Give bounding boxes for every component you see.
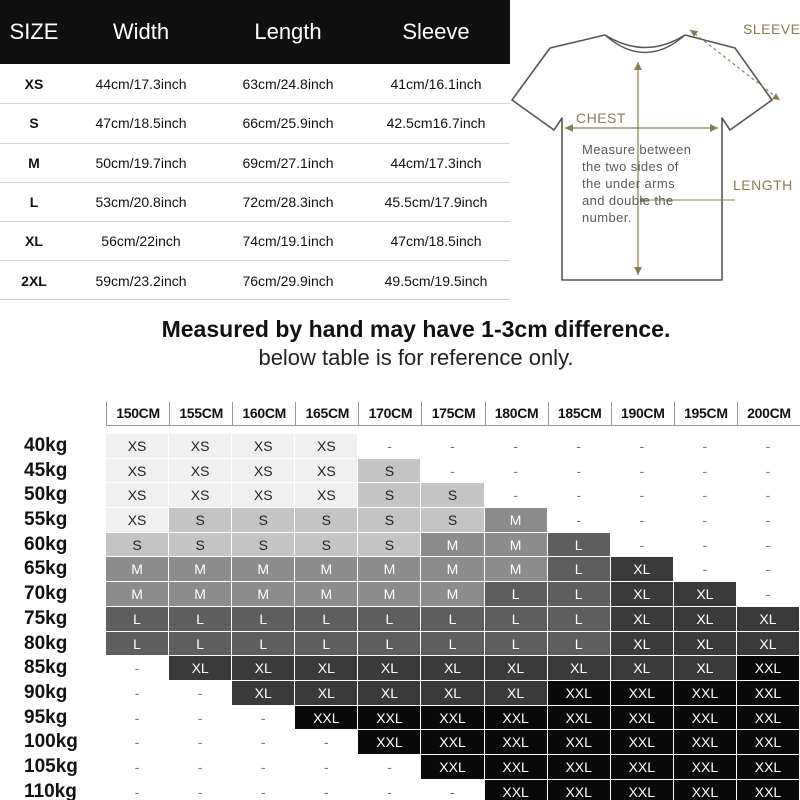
size-recommendation-cell: -: [232, 706, 295, 731]
weight-label: 55kg: [24, 509, 68, 531]
size-recommendation-cell: M: [232, 582, 295, 607]
size-recommendation-cell: XS: [295, 434, 358, 459]
size-recommendation-cell: -: [611, 434, 674, 459]
size-table-row: [0, 260, 510, 299]
size-recommendation-cell: XXL: [358, 730, 421, 755]
weight-row: [0, 459, 800, 484]
size-recommendation-cell: -: [232, 780, 295, 800]
size-recommendation-cell: -: [232, 755, 295, 780]
height-header-cell: 165CM: [295, 402, 358, 426]
size-recommendation-cell: XXL: [485, 706, 548, 731]
size-recommendation-cell: L: [548, 632, 611, 657]
weight-row: [0, 656, 800, 681]
size-recommendation-cell: XXL: [611, 730, 674, 755]
size-recommendation-cell: S: [169, 508, 232, 533]
size-recommendation-cell: XL: [611, 656, 674, 681]
weight-label: 65kg: [24, 558, 68, 580]
height-header-cell: 160CM: [232, 402, 295, 426]
size-recommendation-cell: M: [358, 557, 421, 582]
weight-label: 80kg: [24, 632, 68, 654]
size-cell: S: [29, 115, 39, 132]
width-cell: 59cm/23.2inch: [95, 272, 187, 289]
chest-label: CHEST: [576, 110, 626, 126]
size-recommendation-cell: -: [358, 780, 421, 800]
size-recommendation-cell: -: [421, 434, 484, 459]
weight-label: 60kg: [24, 533, 68, 555]
weight-label: 90kg: [24, 681, 68, 703]
size-recommendation-cell: L: [485, 582, 548, 607]
size-recommendation-cell: -: [295, 780, 358, 800]
size-recommendation-cell: M: [421, 582, 484, 607]
width-cell: 50cm/19.7inch: [95, 154, 187, 171]
size-table-row: [0, 143, 510, 182]
size-recommendation-cell: L: [485, 607, 548, 632]
sleeve-cell: 45.5cm/17.9inch: [384, 194, 488, 211]
sleeve-cell: 44cm/17.3inch: [390, 154, 482, 171]
sleeve-cell: 41cm/16.1inch: [390, 75, 482, 92]
size-recommendation-cell: L: [106, 632, 169, 657]
size-recommendation-cell: S: [358, 508, 421, 533]
weight-label: 50kg: [24, 484, 68, 506]
size-recommendation-cell: L: [548, 607, 611, 632]
size-recommendation-cell: XL: [548, 656, 611, 681]
size-recommendation-cell: XXL: [737, 706, 800, 731]
size-recommendation-cell: -: [106, 706, 169, 731]
size-recommendation-cell: -: [421, 780, 484, 800]
size-recommendation-cell: XS: [106, 459, 169, 484]
size-recommendation-cell: XXL: [611, 755, 674, 780]
size-recommendation-cell: M: [358, 582, 421, 607]
size-recommendation-cell: XS: [106, 508, 169, 533]
size-recommendation-cell: L: [421, 632, 484, 657]
sleeve-cell: 42.5cm16.7inch: [386, 115, 486, 132]
size-recommendation-cell: M: [485, 533, 548, 558]
size-recommendation-cell: S: [295, 533, 358, 558]
size-recommendation-cell: -: [106, 780, 169, 800]
size-recommendation-cell: L: [295, 632, 358, 657]
height-header-cell: 195CM: [674, 402, 737, 426]
size-recommendation-cell: XXL: [421, 755, 484, 780]
size-recommendation-cell: M: [421, 557, 484, 582]
size-recommendation-cell: -: [169, 730, 232, 755]
size-recommendation-cell: -: [737, 483, 800, 508]
size-recommendation-cell: S: [358, 459, 421, 484]
size-recommendation-cell: S: [421, 483, 484, 508]
weight-label: 85kg: [24, 657, 68, 679]
size-recommendation-cell: L: [169, 607, 232, 632]
weight-row: [0, 582, 800, 607]
length-cell: 74cm/19.1inch: [242, 233, 334, 250]
size-recommendation-cell: L: [548, 557, 611, 582]
size-recommendation-cell: S: [421, 508, 484, 533]
size-recommendation-cell: XS: [295, 483, 358, 508]
size-recommendation-cell: XXL: [611, 780, 674, 800]
weight-row: [0, 780, 800, 800]
size-recommendation-cell: XXL: [611, 681, 674, 706]
size-recommendation-cell: S: [106, 533, 169, 558]
width-cell: 56cm/22inch: [101, 233, 181, 250]
size-recommendation-cell: XS: [106, 483, 169, 508]
size-recommendation-cell: XS: [106, 434, 169, 459]
size-recommendation-cell: -: [674, 508, 737, 533]
size-recommendation-cell: XS: [169, 483, 232, 508]
size-recommendation-cell: S: [358, 533, 421, 558]
size-recommendation-cell: -: [106, 730, 169, 755]
size-cell: XL: [25, 233, 43, 250]
measurement-disclaimer: Measured by hand may have 1-3cm difference.: [161, 316, 671, 342]
size-table-header: [0, 0, 510, 64]
size-recommendation-cell: L: [421, 607, 484, 632]
size-recommendation-cell: XL: [421, 656, 484, 681]
height-header-cell: 200CM: [737, 402, 800, 426]
size-recommendation-cell: XL: [611, 582, 674, 607]
size-recommendation-cell: XXL: [548, 681, 611, 706]
size-recommendation-cell: XXL: [674, 730, 737, 755]
length-cell: 69cm/27.1inch: [242, 154, 334, 171]
size-recommendation-cell: XS: [232, 483, 295, 508]
weight-label: 100kg: [24, 731, 78, 753]
size-recommendation-cell: XXL: [421, 706, 484, 731]
weight-row: [0, 434, 800, 459]
size-recommendation-cell: -: [737, 557, 800, 582]
size-recommendation-cell: XXL: [611, 706, 674, 731]
size-cell: L: [29, 194, 39, 211]
width-cell: 44cm/17.3inch: [95, 75, 187, 92]
size-recommendation-cell: -: [485, 459, 548, 484]
measure-note-line: the two sides of: [582, 159, 679, 174]
size-recommendation-cell: M: [295, 557, 358, 582]
measure-note-line: number.: [582, 210, 632, 225]
size-recommendation-cell: XXL: [421, 730, 484, 755]
header-size: SIZE: [9, 19, 59, 44]
size-recommendation-cell: XL: [674, 582, 737, 607]
size-recommendation-cell: -: [106, 656, 169, 681]
size-recommendation-cell: -: [169, 780, 232, 800]
size-recommendation-cell: XXL: [737, 780, 800, 800]
size-recommendation-cell: XXL: [548, 730, 611, 755]
size-recommendation-cell: L: [548, 533, 611, 558]
weight-rows: [0, 434, 800, 800]
size-recommendation-cell: XL: [358, 656, 421, 681]
weight-label: 110kg: [24, 780, 77, 800]
height-header-cell: 180CM: [485, 402, 548, 426]
weight-row: [0, 632, 800, 657]
size-recommendation-cell: -: [674, 483, 737, 508]
size-recommendation-cell: XXL: [548, 755, 611, 780]
size-recommendation-cell: M: [106, 582, 169, 607]
height-header-cell: 150CM: [106, 402, 169, 426]
size-recommendation-cell: S: [358, 483, 421, 508]
size-recommendation-cell: -: [106, 755, 169, 780]
weight-label: 70kg: [24, 583, 68, 605]
weight-row: [0, 755, 800, 780]
height-header-cell: 190CM: [611, 402, 674, 426]
size-recommendation-cell: L: [232, 632, 295, 657]
size-measurement-table: [0, 0, 510, 300]
size-recommendation-cell: -: [674, 434, 737, 459]
size-recommendation-cell: XL: [611, 607, 674, 632]
size-recommendation-cell: -: [674, 557, 737, 582]
size-recommendation-cell: XXL: [674, 706, 737, 731]
size-recommendation-cell: XS: [295, 459, 358, 484]
size-recommendation-cell: -: [169, 755, 232, 780]
size-recommendation-cell: XL: [611, 632, 674, 657]
size-recommendation-cell: XS: [169, 434, 232, 459]
size-recommendation-cell: -: [295, 730, 358, 755]
size-recommendation-cell: -: [358, 755, 421, 780]
size-recommendation-cell: L: [548, 582, 611, 607]
weight-row: [0, 483, 800, 508]
size-recommendation-cell: -: [548, 483, 611, 508]
size-recommendation-cell: -: [358, 434, 421, 459]
size-recommendation-cell: XL: [674, 656, 737, 681]
size-recommendation-cell: L: [295, 607, 358, 632]
size-cell: M: [28, 154, 40, 171]
size-recommendation-cell: -: [485, 483, 548, 508]
size-recommendation-cell: XXL: [674, 780, 737, 800]
size-recommendation-cell: -: [737, 582, 800, 607]
header-sleeve: Sleeve: [402, 19, 470, 44]
shirt-diagram: [510, 0, 800, 300]
size-recommendation-cell: XXL: [485, 730, 548, 755]
size-recommendation-cell: XL: [485, 656, 548, 681]
size-recommendation-cell: -: [232, 730, 295, 755]
weight-label: 105kg: [24, 755, 78, 777]
length-cell: 76cm/29.9inch: [242, 272, 334, 289]
size-recommendation-cell: XXL: [674, 681, 737, 706]
size-cell: XS: [24, 75, 44, 92]
size-recommendation-cell: -: [611, 508, 674, 533]
reference-note: below table is for reference only.: [258, 345, 574, 370]
size-recommendation-cell: S: [169, 533, 232, 558]
size-recommendation-cell: XXL: [358, 706, 421, 731]
size-recommendation-cell: XL: [674, 632, 737, 657]
size-recommendation-cell: -: [548, 434, 611, 459]
size-recommendation-cell: XL: [295, 681, 358, 706]
size-recommendation-cell: XL: [232, 681, 295, 706]
weight-label: 95kg: [24, 706, 68, 728]
size-table-row: [0, 103, 510, 142]
size-recommendation-cell: S: [232, 508, 295, 533]
measure-note-line: and double the: [582, 193, 674, 208]
size-recommendation-cell: -: [548, 459, 611, 484]
size-recommendation-cell: -: [611, 459, 674, 484]
size-recommendation-cell: XS: [169, 459, 232, 484]
weight-label: 40kg: [24, 435, 68, 456]
header-length: Length: [254, 19, 322, 44]
size-table-row: [0, 64, 510, 103]
size-recommendation-cell: M: [421, 533, 484, 558]
size-cell: 2XL: [21, 272, 47, 289]
size-recommendation-cell: XXL: [737, 755, 800, 780]
weight-row: [0, 681, 800, 706]
sleeve-cell: 49.5cm/19.5inch: [384, 272, 488, 289]
size-recommendation-cell: M: [169, 582, 232, 607]
size-recommendation-cell: XL: [358, 681, 421, 706]
width-cell: 53cm/20.8inch: [95, 194, 187, 211]
size-recommendation-cell: L: [232, 607, 295, 632]
size-recommendation-cell: L: [358, 607, 421, 632]
size-recommendation-cell: XXL: [548, 780, 611, 800]
shirt-outline-icon: [510, 0, 800, 300]
size-recommendation-cell: -: [674, 533, 737, 558]
size-recommendation-cell: -: [485, 434, 548, 459]
size-recommendation-cell: XS: [232, 434, 295, 459]
size-recommendation-cell: XL: [737, 632, 800, 657]
weight-row: [0, 508, 800, 533]
measure-note-line: the under arms: [582, 176, 676, 191]
size-recommendation-cell: L: [485, 632, 548, 657]
size-recommendation-cell: -: [737, 508, 800, 533]
size-recommendation-cell: M: [295, 582, 358, 607]
length-cell: 66cm/25.9inch: [242, 115, 334, 132]
height-header-cell: 170CM: [358, 402, 421, 426]
size-recommendation-cell: XL: [674, 607, 737, 632]
size-recommendation-cell: XL: [485, 681, 548, 706]
size-recommendation-cell: XXL: [548, 706, 611, 731]
size-recommendation-cell: XXL: [737, 681, 800, 706]
size-table-row: [0, 182, 510, 221]
size-recommendation-cell: -: [737, 459, 800, 484]
height-header-row: [106, 402, 800, 426]
size-recommendation-cell: XL: [169, 656, 232, 681]
size-recommendation-cell: XXL: [485, 780, 548, 800]
height-header-cell: 185CM: [548, 402, 611, 426]
measure-note-line: Measure between: [582, 142, 692, 157]
header-width: Width: [112, 19, 170, 44]
size-recommendation-cell: -: [106, 681, 169, 706]
size-recommendation-cell: XL: [421, 681, 484, 706]
size-recommendation-cell: XL: [611, 557, 674, 582]
size-recommendation-cell: XL: [737, 607, 800, 632]
size-recommendation-cell: L: [358, 632, 421, 657]
weight-label: 45kg: [24, 459, 68, 481]
size-recommendation-cell: -: [737, 533, 800, 558]
size-recommendation-cell: XL: [232, 656, 295, 681]
size-recommendation-cell: L: [106, 607, 169, 632]
size-table-row: [0, 221, 510, 260]
length-label: LENGTH: [733, 177, 793, 193]
weight-row: [0, 607, 800, 632]
size-recommendation-cell: M: [106, 557, 169, 582]
size-recommendation-cell: XL: [295, 656, 358, 681]
size-recommendation-cell: M: [485, 508, 548, 533]
size-recommendation-cell: -: [421, 459, 484, 484]
length-cell: 72cm/28.3inch: [242, 194, 334, 211]
size-recommendation-cell: M: [485, 557, 548, 582]
size-recommendation-cell: -: [611, 533, 674, 558]
sleeve-cell: 47cm/18.5inch: [390, 233, 482, 250]
weight-row: [0, 730, 800, 755]
size-recommendation-cell: XXL: [737, 730, 800, 755]
size-recommendation-cell: XS: [232, 459, 295, 484]
width-cell: 47cm/18.5inch: [95, 115, 187, 132]
weight-height-size-grid: [0, 392, 800, 800]
size-recommendation-cell: S: [232, 533, 295, 558]
size-recommendation-cell: -: [548, 508, 611, 533]
sleeve-label: SLEEVE: [743, 21, 800, 37]
size-recommendation-cell: -: [295, 755, 358, 780]
size-recommendation-cell: M: [232, 557, 295, 582]
size-recommendation-cell: M: [169, 557, 232, 582]
size-recommendation-cell: S: [295, 508, 358, 533]
weight-label: 75kg: [24, 607, 68, 629]
size-recommendation-cell: XXL: [485, 755, 548, 780]
size-recommendation-cell: L: [169, 632, 232, 657]
size-recommendation-cell: XXL: [737, 656, 800, 681]
size-recommendation-cell: -: [169, 681, 232, 706]
size-recommendation-cell: -: [169, 706, 232, 731]
size-recommendation-cell: -: [611, 483, 674, 508]
height-header-cell: 155CM: [169, 402, 232, 426]
weight-row: [0, 557, 800, 582]
weight-row: [0, 706, 800, 731]
size-recommendation-cell: -: [674, 459, 737, 484]
size-table-body: [0, 64, 510, 300]
size-recommendation-cell: XXL: [295, 706, 358, 731]
size-recommendation-cell: XXL: [674, 755, 737, 780]
weight-row: [0, 533, 800, 558]
size-recommendation-cell: -: [737, 434, 800, 459]
length-cell: 63cm/24.8inch: [242, 75, 334, 92]
height-header-cell: 175CM: [421, 402, 484, 426]
